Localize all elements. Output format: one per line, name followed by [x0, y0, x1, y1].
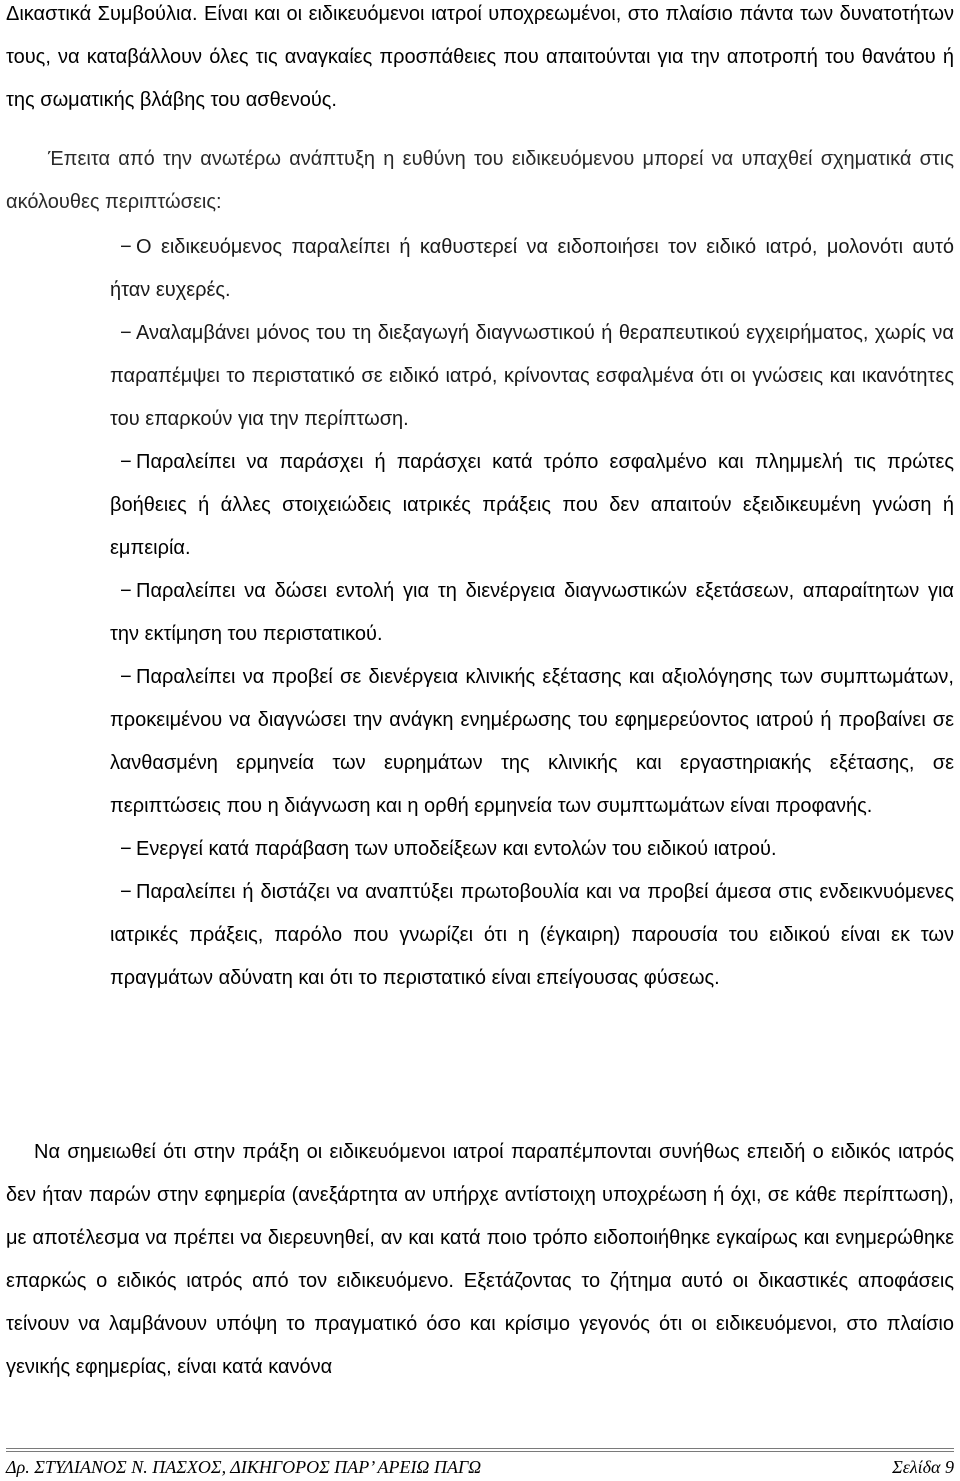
- list-item: [110, 312, 954, 441]
- footer-divider: [6, 1448, 954, 1449]
- dash-marker: −: [120, 236, 132, 258]
- dash-marker: −: [120, 838, 132, 860]
- dash-marker: −: [120, 666, 132, 688]
- lead-paragraph: Έπειτα από την ανωτέρω ανάπτυξη η ευθύνη του ειδικευόμενου μπορεί να υπαχθεί σχηματικά στις ακόλουθες περιπτώσεις:: [6, 148, 954, 213]
- document-page: [6, 0, 954, 1481]
- list-item-text: Παραλείπει να δώσει εντολή για τη διενέργεια διαγνωστικών εξετάσεων, απαραίτητων για την εκτίμηση του περιστατικού.: [110, 580, 954, 645]
- list-item: [110, 570, 954, 656]
- list-item-text: Παραλείπει να παράσχει ή παράσχει κατά τρόπο εσφαλμένο και πλημμελή τις πρώτες βοήθειες ή άλλες στοιχειώδεις ιατρικές πράξεις που δεν απαιτούν εξειδικευμένη γνώση ή εμπειρία.: [110, 451, 954, 559]
- list-item-text: Ενεργεί κατά παράβαση των υποδείξεων και εντολών του ειδικού ιατρού.: [136, 838, 777, 860]
- intro-paragraph: Δικαστικά Συμβούλια. Είναι και οι ειδικευόμενοι ιατροί υποχρεωμένοι, στο πλαίσιο πάντα των δυνατοτήτων τους, να καταβάλλουν όλες τις αναγκαίες προσπάθειες που απαιτούνται για την αποτροπή του θανάτου ή της σωματικής βλάβης του ασθενούς.: [6, 3, 954, 111]
- page-footer: [6, 1455, 954, 1479]
- dash-marker: −: [120, 881, 132, 903]
- footer-author: Δρ. ΣΤΥΛΙΑΝΟΣ Ν. ΠΑΣΧΟΣ, ΔΙΚΗΓΟΡΟΣ ΠΑΡ’ ΑΡΕΙΩ ΠΑΓΩ: [6, 1457, 482, 1477]
- cases-list: [110, 226, 954, 1000]
- list-item-text: Παραλείπει ή διστάζει να αναπτύξει πρωτοβουλία και να προβεί άμεσα στις ενδεικνυόμενες ιατρικές πράξεις, παρόλο που γνωρίζει ότι η (έγκαιρη) παρουσία του ειδικού είναι εκ των πραγμάτων αδύνατη και ότι το περιστατικό είναι επείγουσας φύσεως.: [110, 881, 954, 989]
- list-item-text: Παραλείπει να προβεί σε διενέργεια κλινικής εξέτασης και αξιολόγησης των συμπτωμάτων, προκειμένου να διαγνώσει την ανάγκη ενημέρωσης του εφημερεύοντος ιατρού ή προβαίνει σε λανθασμένη ερμηνεία των ευρημάτων της κλινικής και εργαστηριακής εξέτασης, σε περιπτώσεις που η διάγνωση και η ορθή ερμηνεία των συμπτωμάτων είναι προφανής.: [110, 666, 954, 817]
- dash-marker: −: [120, 322, 132, 344]
- closing-paragraph: Να σημειωθεί ότι στην πράξη οι ειδικευόμενοι ιατροί παραπέμπονται συνήθως επειδή ο ειδικός ιατρός δεν ήταν παρών στην εφημερία (ανεξάρτητα αν υπήρχε αντίστοιχη υποχρέωση ή όχι, σε κάθε περίπτωση), με αποτέλεσμα να πρέπει να διερευνηθεί, αν και κατά ποιο τρόπο ειδοποιήθηκε εγκαίρως και ενημερώθηκε επαρκώς ο ειδικός ιατρός από τον ειδικευόμενο. Εξετάζοντας το ζήτημα αυτό οι δικαστικές αποφάσεις τείνουν να λαμβάνουν υπόψη το πραγματικό όσο και κρίσιμο γεγονός ότι οι ειδικευόμενοι, στο πλαίσιο γενικής εφημερίας, είναι κατά κανόνα: [6, 1141, 954, 1378]
- dash-marker: −: [120, 580, 132, 602]
- list-item: [110, 871, 954, 1000]
- list-item-text: Αναλαμβάνει μόνος του τη διεξαγωγή διαγνωστικού ή θεραπευτικού εγχειρήματος, χωρίς να παραπέμψει το περιστατικό σε ειδικό ιατρό, κρίνοντας εσφαλμένα ότι οι γνώσεις και ικανότητες του επαρκούν για την περίπτωση.: [110, 322, 954, 430]
- list-item: [110, 441, 954, 570]
- list-item: [110, 226, 954, 312]
- list-item: [110, 656, 954, 828]
- dash-marker: −: [120, 451, 132, 473]
- page-number: Σελίδα 9: [892, 1457, 954, 1477]
- list-item: [110, 828, 954, 871]
- list-item-text: Ο ειδικευόμενος παραλείπει ή καθυστερεί να ειδοποιήσει τον ειδικό ιατρό, μολονότι αυτό ήταν ευχερές.: [110, 236, 954, 301]
